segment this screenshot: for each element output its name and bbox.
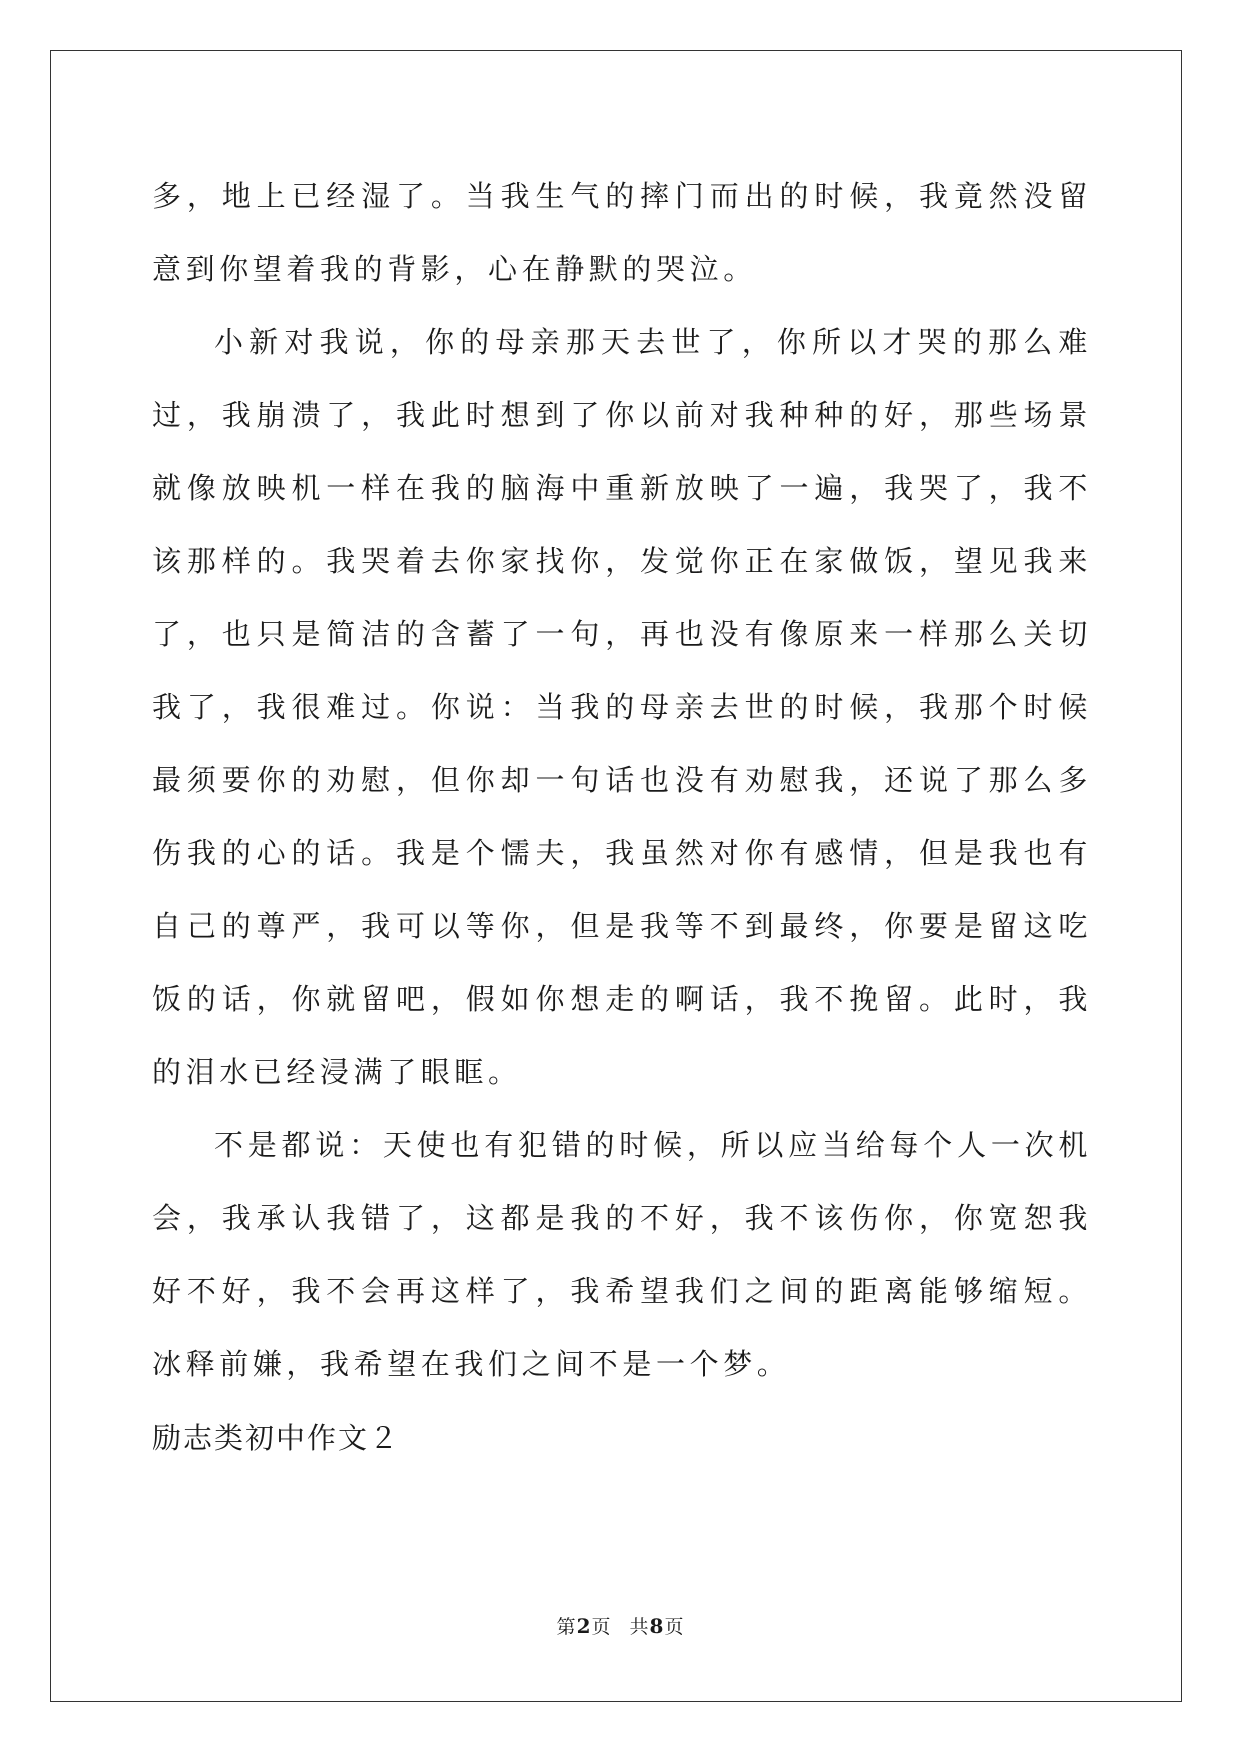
paragraph-3: 不是都说：天使也有犯错的时候，所以应当给每个人一次机会，我承认我错了，这都是我的不好，我不该伤你，你宽恕我好不好，我不会再这样了，我希望我们之间的距离能够缩短。冰释前嫌，我希望在我们之间不是一个梦。 — [152, 1128, 1092, 1381]
page-footer — [0, 1612, 1241, 1639]
document-body — [152, 160, 1092, 1476]
paragraph-1: 多，地上已经湿了。当我生气的摔门而出的时候，我竟然没留意到你望着我的背影，心在静默的哭泣。 — [152, 179, 1092, 286]
page-current: 2 — [576, 1614, 592, 1638]
page-prefix: 第 — [556, 1616, 577, 1638]
page-suffix: 页 — [591, 1616, 612, 1638]
paragraph-2: 小新对我说，你的母亲那天去世了，你所以才哭的那么难过，我崩溃了，我此时想到了你以前对我种种的好，那些场景就像放映机一样在我的脑海中重新放映了一遍，我哭了，我不该那样的。我哭着去你家找你，发觉你正在家做饭，望见我来了，也只是简洁的含蓄了一句，再也没有像原来一样那么关切我了，我很难过。你说：当我的母亲去世的时候，我那个时候最须要你的劝慰，但你却一句话也没有劝慰我，还说了那么多伤我的心的话。我是个懦夫，我虽然对你有感情，但是我也有自己的尊严，我可以等你，但是我等不到最终，你要是留这吃饭的话，你就留吧，假如你想走的啊话，我不挽留。此时，我的泪水已经浸满了眼眶。 — [152, 325, 1092, 1089]
total-suffix: 页 — [664, 1616, 685, 1638]
total-prefix: 共 — [629, 1616, 650, 1638]
page-total: 8 — [649, 1614, 665, 1638]
section-heading: 励志类初中作文２ — [152, 1421, 401, 1455]
